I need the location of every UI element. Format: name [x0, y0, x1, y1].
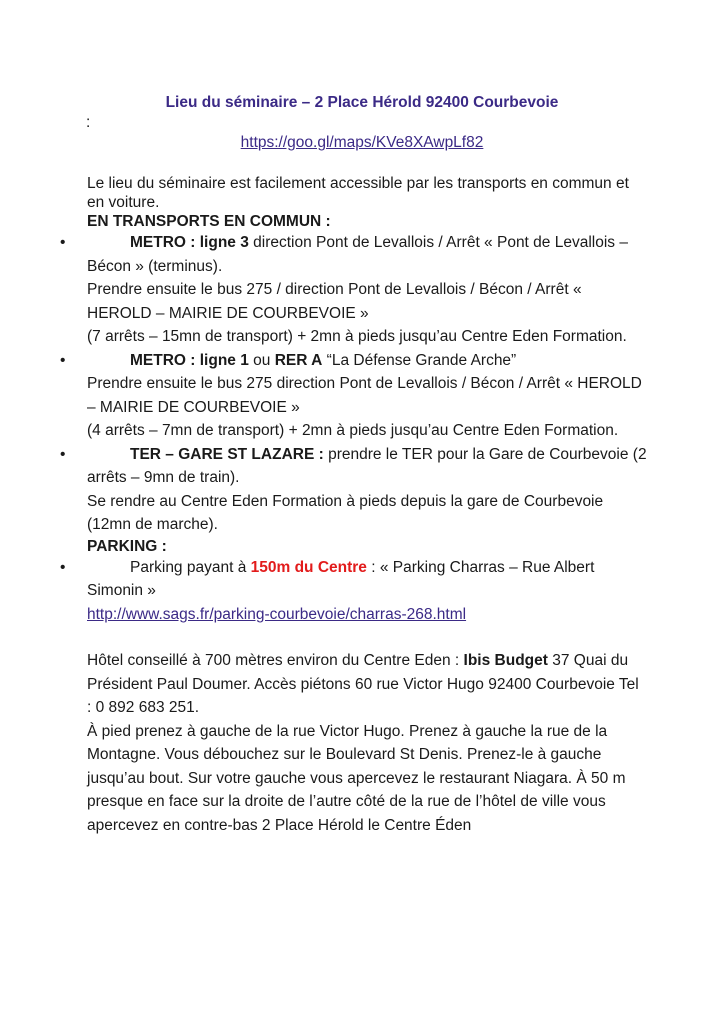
document-body: [60, 174, 647, 837]
bullet-icon: •: [60, 558, 66, 576]
metro1-time: (4 arrêts – 7mn de transport) + 2mn à pieds jusqu’au Centre Eden Formation.: [87, 422, 619, 439]
metro1-or: ou: [248, 351, 275, 369]
hotel-directions: À pied prenez à gauche de la rue Victor Hugo. Prenez à gauche la rue de la Montagne. Vous débouchez sur le Boulevard St Denis. Prenez-le à gauche jusqu’au bout. Sur votre gauche vous apercevez le restaurant Niagara. À 50 m presque en face sur la droite de l’autre côté de la rue de l’hôtel de ville vous apercevez en contre-bas 2 Place Hérold le Centre Éden: [87, 722, 626, 834]
hotel-paragraph: [87, 649, 647, 837]
metro3-direction: direction Pont de Levallois / Arrêt « Pont de Levallois – Bécon » (terminus).: [87, 234, 628, 275]
page-title: Lieu du séminaire – 2 Place Hérold 92400 Courbevoie: [165, 94, 559, 111]
ter-walk: Se rendre au Centre Eden Formation à pieds depuis la gare de Courbevoie (12mn de marche).: [87, 492, 604, 533]
metro1-label: METRO : ligne 1: [130, 351, 249, 369]
parking-suffix: : « Parking Charras – Rue Albert Simonin »: [87, 558, 595, 599]
ter-text: prendre le TER pour la Gare de Courbevoie (2 arrêts – 9mn de train).: [87, 445, 647, 486]
hotel-name: Ibis Budget: [463, 652, 548, 669]
metro1-stop: “La Défense Grande Arche”: [322, 351, 517, 369]
metro1-bus: Prendre ensuite le bus 275 direction Pont de Levallois / Bécon / Arrêt « HEROLD – MAIRIE DE COURBEVOIE »: [87, 375, 642, 416]
parking-heading: PARKING :: [87, 537, 167, 555]
parking-prefix: Parking payant à: [130, 558, 251, 576]
parking-distance: 150m du Centre: [250, 558, 367, 576]
transports-heading: EN TRANSPORTS EN COMMUN :: [87, 213, 331, 230]
bullet-icon: •: [60, 234, 66, 251]
rer-label: RER A: [274, 351, 323, 369]
bullet-icon: •: [60, 445, 66, 463]
ter-label: TER – GARE ST LAZARE :: [130, 445, 324, 463]
metro3-bus: Prendre ensuite le bus 275 / direction Pont de Levallois / Bécon / Arrêt « HEROLD – MAIRIE DE COURBEVOIE »: [87, 281, 582, 322]
list-item-metro1: [60, 349, 647, 443]
bullet-icon: •: [60, 351, 66, 369]
list-item-ter: [60, 443, 647, 537]
parking-link[interactable]: http://www.sags.fr/parking-courbevoie/charras-268.html: [87, 605, 467, 623]
intro-paragraph: Le lieu du séminaire est facilement accessible par les transports en commun et en voiture.: [87, 175, 629, 211]
hotel-prefix: Hôtel conseillé à 700 mètres environ du Centre Eden :: [87, 652, 464, 669]
metro3-label: METRO : ligne 3: [130, 234, 249, 251]
title-colon: :: [86, 114, 91, 131]
list-item-metro3: [60, 231, 647, 349]
list-item-parking: [60, 556, 647, 627]
metro3-time: (7 arrêts – 15mn de transport) + 2mn à pieds jusqu’au Centre Eden Formation.: [87, 328, 627, 345]
map-link[interactable]: https://goo.gl/maps/KVe8XAwpLf82: [240, 134, 484, 151]
hotel-address: 37 Quai du Président Paul Doumer. Accès piétons 60 rue Victor Hugo 92400 Courbevoie Tel : 0 892 683 251.: [87, 652, 639, 716]
